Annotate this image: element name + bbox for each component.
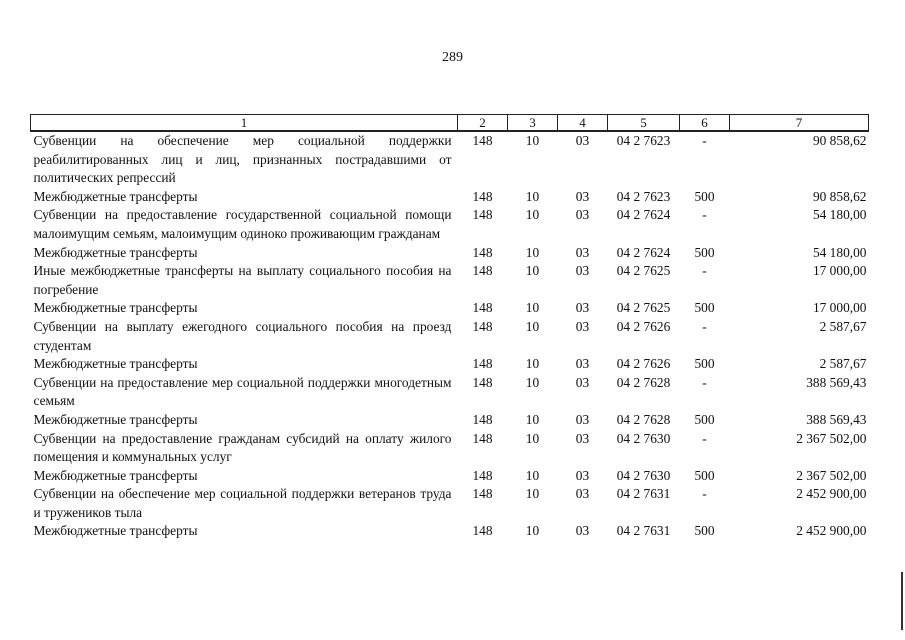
cell-code-5: 04 2 7625 bbox=[616, 300, 671, 316]
cell-name: Иные межбюджетные трансферты на выплату социального пособия на погребение bbox=[33, 263, 452, 297]
cell-code-5: 04 2 7630 bbox=[616, 430, 671, 446]
cell-code-2: 148 bbox=[472, 430, 493, 446]
cell-code-4: 03 bbox=[575, 467, 590, 483]
cell-amount: 2 452 900,00 bbox=[796, 486, 867, 502]
table-row bbox=[31, 318, 869, 355]
scan-edge-mark bbox=[901, 572, 903, 630]
cell-code-3: 10 bbox=[525, 486, 540, 502]
cell-amount: 54 180,00 bbox=[812, 244, 867, 260]
cell-code-5: 04 2 7623 bbox=[616, 188, 671, 204]
cell-amount: 2 367 502,00 bbox=[796, 467, 867, 483]
cell-code-4: 03 bbox=[575, 486, 590, 502]
cell-amount: 2 587,67 bbox=[819, 356, 867, 372]
cell-amount: 388 569,43 bbox=[806, 374, 867, 390]
cell-code-2: 148 bbox=[472, 486, 493, 502]
cell-code-3: 10 bbox=[525, 374, 540, 390]
header-col-3: 3 bbox=[508, 115, 558, 132]
cell-code-2: 148 bbox=[472, 300, 493, 316]
cell-code-2: 148 bbox=[472, 318, 493, 334]
page-number: 289 bbox=[442, 50, 463, 65]
cell-code-5: 04 2 7625 bbox=[616, 263, 671, 279]
cell-code-3: 10 bbox=[525, 523, 540, 539]
cell-code-3: 10 bbox=[525, 430, 540, 446]
table-body bbox=[31, 131, 869, 541]
cell-code-4: 03 bbox=[575, 263, 590, 279]
cell-code-6: - bbox=[702, 486, 707, 502]
table-row bbox=[31, 467, 869, 486]
cell-name: Межбюджетные трансферты bbox=[33, 300, 198, 316]
cell-code-6: 500 bbox=[694, 188, 715, 204]
table-row bbox=[31, 299, 869, 318]
cell-name: Субвенции на предоставление государственной социальной помощи малоимущим семьям, малоимущим одиноко проживающим гражданам bbox=[33, 207, 452, 241]
cell-amount: 90 858,62 bbox=[812, 133, 867, 148]
cell-name: Межбюджетные трансферты bbox=[33, 523, 198, 539]
cell-amount: 2 367 502,00 bbox=[796, 430, 867, 446]
cell-code-3: 10 bbox=[525, 133, 540, 148]
header-col-5: 5 bbox=[608, 115, 680, 132]
cell-name: Межбюджетные трансферты bbox=[33, 356, 198, 372]
cell-name: Субвенции на обеспечение мер социальной поддержки реабилитированных лиц и лиц, признанных пострадавшими от политических репрессий bbox=[33, 133, 452, 186]
cell-code-2: 148 bbox=[472, 523, 493, 539]
table-row bbox=[31, 522, 869, 541]
cell-code-5: 04 2 7626 bbox=[616, 356, 671, 372]
cell-code-4: 03 bbox=[575, 207, 590, 223]
cell-code-5: 04 2 7624 bbox=[616, 207, 671, 223]
cell-code-5: 04 2 7626 bbox=[616, 318, 671, 334]
cell-code-2: 148 bbox=[472, 207, 493, 223]
cell-code-2: 148 bbox=[472, 244, 493, 260]
header-col-2: 2 bbox=[458, 115, 508, 132]
cell-code-3: 10 bbox=[525, 318, 540, 334]
cell-code-3: 10 bbox=[525, 244, 540, 260]
header-col-4: 4 bbox=[558, 115, 608, 132]
cell-code-5: 04 2 7631 bbox=[616, 486, 671, 502]
header-col-1: 1 bbox=[31, 115, 458, 132]
cell-code-2: 148 bbox=[472, 356, 493, 372]
header-col-7: 7 bbox=[730, 115, 869, 132]
cell-code-4: 03 bbox=[575, 300, 590, 316]
cell-code-5: 04 2 7623 bbox=[616, 133, 671, 148]
cell-code-2: 148 bbox=[472, 374, 493, 390]
cell-name: Субвенции на предоставление гражданам субсидий на оплату жилого помещения и коммунальных услуг bbox=[33, 430, 452, 465]
cell-name: Межбюджетные трансферты bbox=[33, 467, 198, 483]
cell-amount: 17 000,00 bbox=[812, 263, 867, 279]
cell-code-2: 148 bbox=[472, 411, 493, 427]
cell-code-5: 04 2 7628 bbox=[616, 374, 671, 390]
cell-code-5: 04 2 7631 bbox=[616, 523, 671, 539]
cell-code-3: 10 bbox=[525, 207, 540, 223]
budget-table-container bbox=[30, 114, 868, 541]
cell-code-6: 500 bbox=[694, 411, 715, 427]
header-col-6: 6 bbox=[680, 115, 730, 132]
cell-code-2: 148 bbox=[472, 133, 493, 148]
cell-code-2: 148 bbox=[472, 467, 493, 483]
cell-code-2: 148 bbox=[472, 188, 493, 204]
cell-code-4: 03 bbox=[575, 188, 590, 204]
cell-code-4: 03 bbox=[575, 356, 590, 372]
cell-code-4: 03 bbox=[575, 411, 590, 427]
table-row bbox=[31, 485, 869, 522]
cell-code-2: 148 bbox=[472, 263, 493, 279]
cell-name: Межбюджетные трансферты bbox=[33, 188, 198, 204]
cell-code-6: - bbox=[702, 430, 707, 446]
cell-code-4: 03 bbox=[575, 430, 590, 446]
cell-amount: 17 000,00 bbox=[812, 300, 867, 316]
cell-code-3: 10 bbox=[525, 300, 540, 316]
cell-code-6: - bbox=[702, 207, 707, 223]
cell-code-3: 10 bbox=[525, 263, 540, 279]
cell-code-6: - bbox=[702, 263, 707, 279]
cell-code-6: - bbox=[702, 318, 707, 334]
cell-code-6: 500 bbox=[694, 300, 715, 316]
budget-table bbox=[30, 114, 869, 541]
table-row bbox=[31, 262, 869, 299]
cell-code-3: 10 bbox=[525, 467, 540, 483]
cell-code-5: 04 2 7628 bbox=[616, 411, 671, 427]
cell-code-6: 500 bbox=[694, 467, 715, 483]
table-row bbox=[31, 355, 869, 374]
cell-code-3: 10 bbox=[525, 411, 540, 427]
cell-amount: 388 569,43 bbox=[806, 411, 867, 427]
cell-code-4: 03 bbox=[575, 523, 590, 539]
table-row bbox=[31, 374, 869, 411]
table-row bbox=[31, 131, 869, 188]
cell-code-4: 03 bbox=[575, 133, 590, 148]
cell-code-6: 500 bbox=[694, 244, 715, 260]
cell-name: Субвенции на выплату ежегодного социального пособия на проезд студентам bbox=[33, 318, 452, 353]
cell-amount: 2 587,67 bbox=[819, 318, 867, 334]
cell-code-6: 500 bbox=[694, 523, 715, 539]
cell-name: Субвенции на предоставление мер социальной поддержки многодетным семьям bbox=[33, 374, 452, 409]
cell-code-6: - bbox=[702, 133, 707, 148]
cell-code-6: - bbox=[702, 374, 707, 390]
cell-code-4: 03 bbox=[575, 244, 590, 260]
cell-amount: 54 180,00 bbox=[812, 207, 867, 223]
cell-code-6: 500 bbox=[694, 356, 715, 372]
cell-amount: 2 452 900,00 bbox=[796, 523, 867, 539]
cell-name: Межбюджетные трансферты bbox=[33, 411, 198, 427]
cell-code-4: 03 bbox=[575, 318, 590, 334]
table-row bbox=[31, 188, 869, 207]
cell-code-5: 04 2 7630 bbox=[616, 467, 671, 483]
cell-amount: 90 858,62 bbox=[812, 188, 867, 204]
cell-name: Межбюджетные трансферты bbox=[33, 244, 198, 260]
table-row bbox=[31, 206, 869, 243]
cell-code-3: 10 bbox=[525, 356, 540, 372]
table-header-row bbox=[31, 115, 869, 132]
table-row bbox=[31, 411, 869, 430]
cell-name: Субвенции на обеспечение мер социальной поддержки ветеранов труда и тружеников тыла bbox=[33, 486, 452, 520]
cell-code-4: 03 bbox=[575, 374, 590, 390]
table-row bbox=[31, 430, 869, 467]
cell-code-5: 04 2 7624 bbox=[616, 244, 671, 260]
table-row bbox=[31, 244, 869, 263]
cell-code-3: 10 bbox=[525, 188, 540, 204]
